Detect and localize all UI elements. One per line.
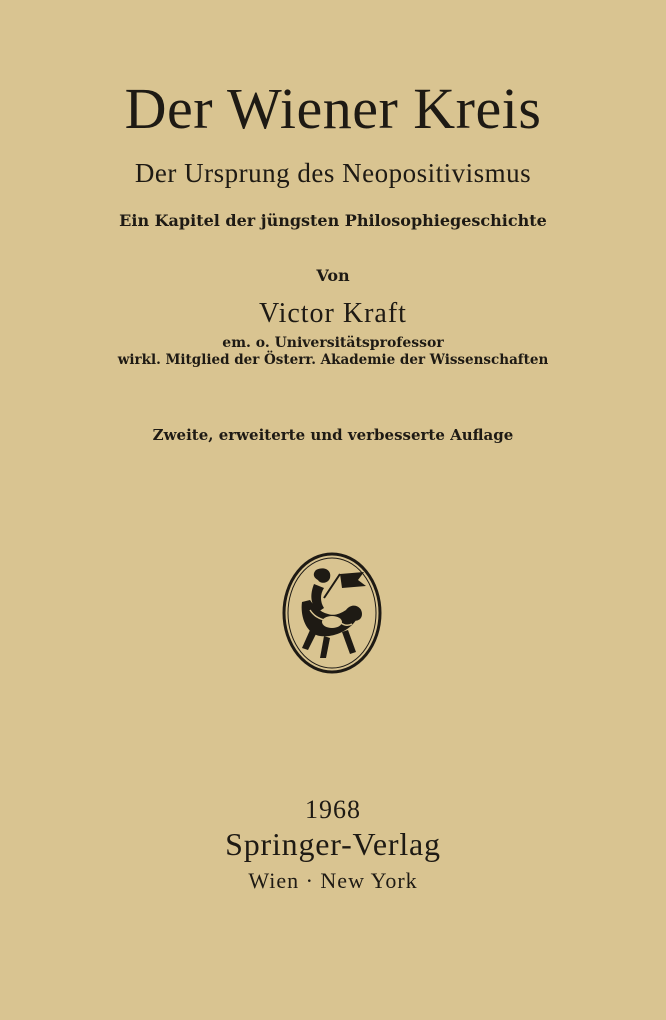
author-credential-academy: wirkl. Mitglied der Österr. Akademie der Wissenschaften bbox=[117, 352, 549, 368]
book-subtitle: Der Ursprung des Neopositivismus bbox=[134, 158, 532, 188]
author-name: Victor Kraft bbox=[259, 298, 407, 329]
book-title: Der Wiener Kreis bbox=[124, 76, 542, 141]
publication-year: 1968 bbox=[305, 795, 361, 824]
springer-knight-emblem-icon bbox=[280, 550, 384, 676]
chapter-line: Ein Kapitel der jüngsten Philosophiegeschichte bbox=[119, 211, 547, 230]
publisher-name: Springer-Verlag bbox=[225, 826, 441, 862]
by-label: Von bbox=[316, 266, 350, 285]
edition-statement: Zweite, erweiterte und verbesserte Auflage bbox=[152, 426, 514, 444]
author-credential-professor: em. o. Universitätsprofessor bbox=[222, 335, 444, 351]
publisher-cities: Wien · New York bbox=[248, 868, 418, 893]
